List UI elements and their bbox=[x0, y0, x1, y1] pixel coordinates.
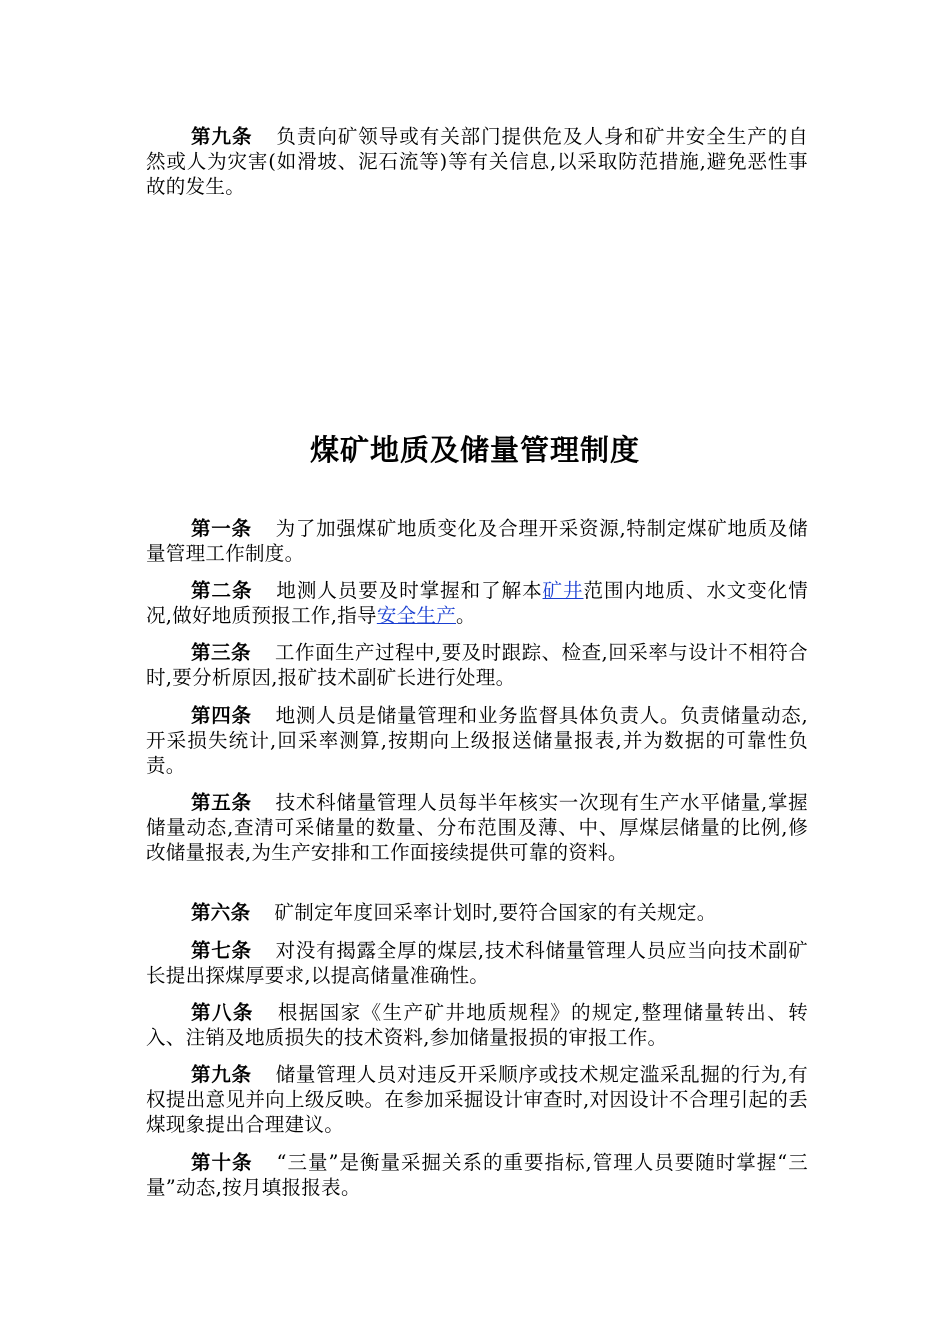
article-10 bbox=[146, 1150, 808, 1200]
article-text: “三量”是衡量采掘关系的重要指标,管理人员要随时掌握“三量”动态,按月填报报表。 bbox=[146, 1151, 808, 1199]
prev-article-nine bbox=[146, 124, 808, 199]
article-label: 第七条 bbox=[191, 939, 252, 962]
article-label: 第一条 bbox=[191, 517, 252, 540]
article-label: 第二条 bbox=[191, 579, 253, 602]
article-9 bbox=[146, 1062, 808, 1137]
article-text: 地测人员要及时掌握和了解本 bbox=[276, 579, 543, 602]
article-text: 负责向矿领导或有关部门提供危及人身和矿井安全生产的自然或人为灾害(如滑坡、泥石流等)等有关信息,以采取防范措施,避免恶性事故的发生。 bbox=[146, 125, 808, 198]
article-2 bbox=[146, 578, 808, 628]
article-4 bbox=[146, 703, 808, 778]
link-safety-production[interactable]: 安全生产 bbox=[376, 604, 457, 627]
article-3 bbox=[146, 640, 808, 690]
article-6 bbox=[146, 900, 808, 925]
article-7 bbox=[146, 938, 808, 988]
article-label: 第八条 bbox=[191, 1001, 254, 1024]
link-mine[interactable]: 矿井 bbox=[542, 579, 584, 602]
article-8 bbox=[146, 1000, 808, 1050]
document-title: 煤矿地质及储量管理制度 bbox=[309, 433, 640, 467]
article-label: 第四条 bbox=[191, 704, 252, 727]
article-text: 。 bbox=[456, 604, 476, 627]
article-text: 范围内地质、水文变化情况,做好地质预报工作,指导 bbox=[146, 579, 809, 627]
article-text: 技术科储量管理人员每半年核实一次现有生产水平储量,掌握储量动态,查清可采储量的数量、分布范围及薄、中、厚煤层储量的比例,修改储量报表,为生产安排和工作面接续提供可靠的资料。 bbox=[146, 791, 808, 864]
article-text: 对没有揭露全厚的煤层,技术科储量管理人员应当向技术副矿长提出探煤厚要求,以提高储量准确性。 bbox=[146, 939, 808, 987]
article-label: 第九条 bbox=[191, 1063, 252, 1086]
article-text: 矿制定年度回采率计划时,要符合国家的有关规定。 bbox=[274, 901, 717, 924]
article-5 bbox=[146, 790, 808, 865]
article-text: 为了加强煤矿地质变化及合理开采资源,特制定煤矿地质及储量管理工作制度。 bbox=[146, 517, 808, 565]
article-text: 地测人员是储量管理和业务监督具体负责人。负责储量动态,开采损失统计,回采率测算,按期向上级报送储量报表,并为数据的可靠性负责。 bbox=[146, 704, 808, 777]
article-label: 第五条 bbox=[191, 791, 252, 814]
article-text: 储量管理人员对违反开采顺序或技术规定滥采乱掘的行为,有权提出意见并向上级反映。在参加采掘设计审查时,对因设计不合理引起的丢煤现象提出合理建议。 bbox=[146, 1063, 808, 1136]
article-label: 第九条 bbox=[191, 125, 253, 148]
article-label: 第三条 bbox=[191, 641, 251, 664]
article-1 bbox=[146, 516, 808, 566]
article-label: 第六条 bbox=[191, 901, 251, 924]
article-label: 第十条 bbox=[191, 1151, 253, 1174]
article-text: 根据国家《生产矿井地质规程》的规定,整理储量转出、转入、注销及地质损失的技术资料,参加储量报损的审报工作。 bbox=[146, 1001, 808, 1049]
article-text: 工作面生产过程中,要及时跟踪、检查,回采率与设计不相符合时,要分析原因,报矿技术副矿长进行处理。 bbox=[146, 641, 808, 689]
